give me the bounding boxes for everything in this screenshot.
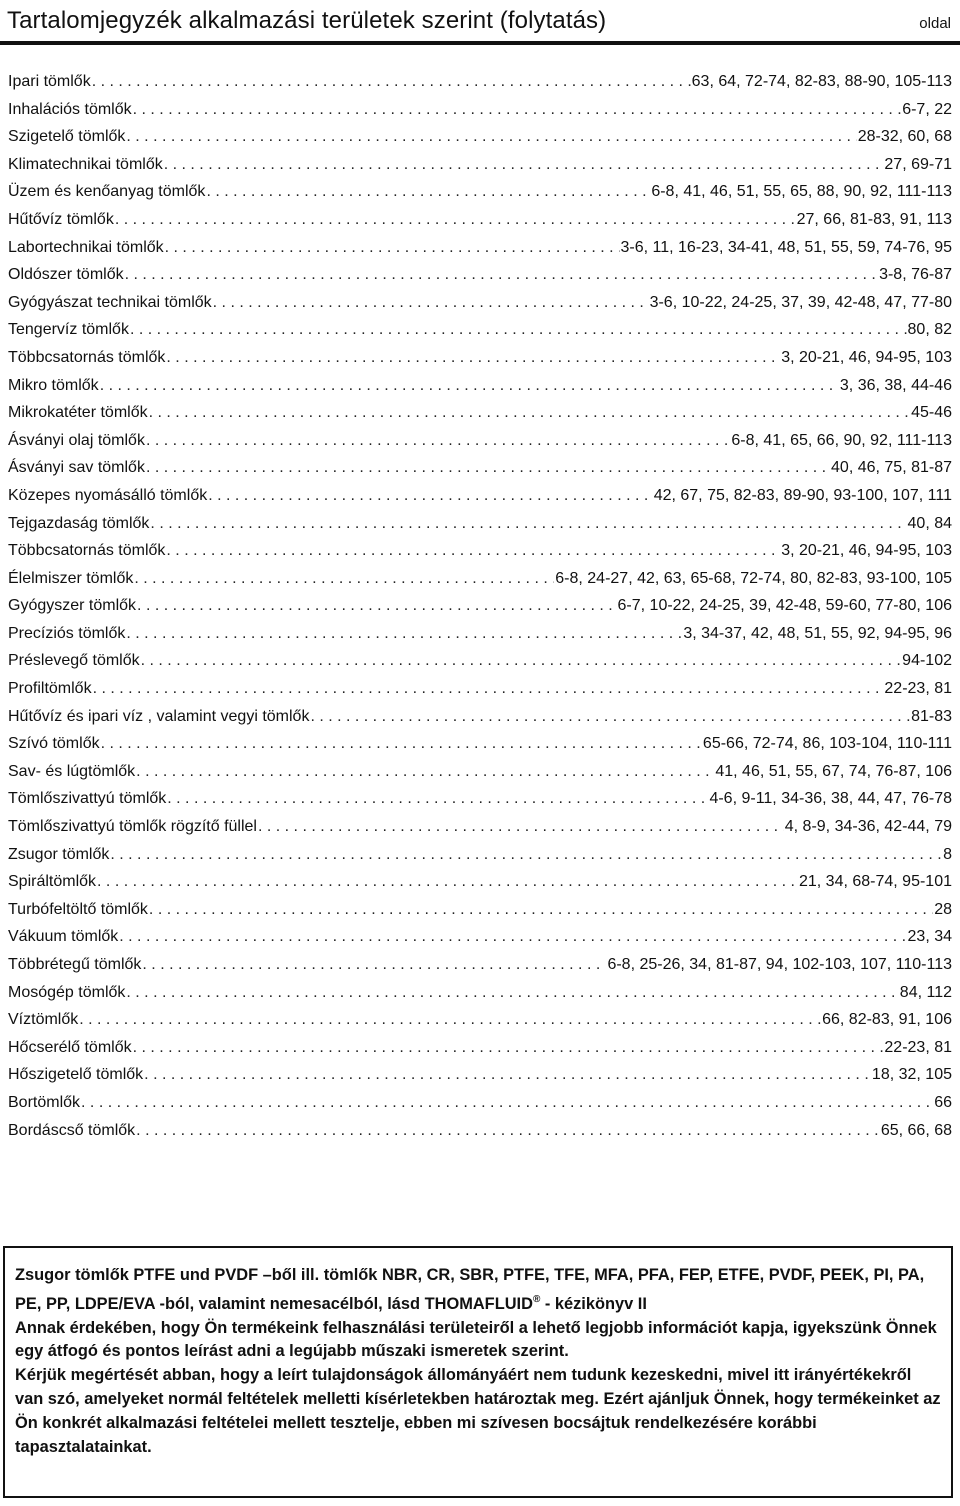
toc-dot-leader xyxy=(110,841,942,869)
toc-entry xyxy=(8,1117,952,1145)
toc-entry-label: Turbófeltöltő tömlők xyxy=(8,900,148,918)
toc-entry xyxy=(8,1034,952,1062)
toc-entry-label: Hűtővíz tömlők xyxy=(8,210,114,228)
toc-entry xyxy=(8,923,952,951)
toc-dot-leader xyxy=(115,206,796,234)
toc-dot-leader xyxy=(126,620,682,648)
toc-dot-leader xyxy=(310,703,910,731)
toc-dot-leader xyxy=(130,316,907,344)
toc-entry-label: Többcsatornás tömlők xyxy=(8,542,166,560)
toc-dot-leader xyxy=(136,758,714,786)
toc-entry-pages: 45-46 xyxy=(911,404,952,422)
toc-entry-label: Szigetelő tömlők xyxy=(8,128,126,146)
toc-entry xyxy=(8,620,952,648)
toc-dot-leader xyxy=(134,565,554,593)
header-divider xyxy=(0,41,960,45)
toc-entry-pages: 22-23, 81 xyxy=(884,1038,952,1056)
toc-dot-leader xyxy=(136,1117,880,1145)
toc-entry-label: Tömlőszivattyú tömlők rögzítő füllel xyxy=(8,818,257,836)
toc-entry-label: Labortechnikai tömlők xyxy=(8,238,164,256)
toc-entry xyxy=(8,841,952,869)
toc-entry-label: Sav- és lúgtömlők xyxy=(8,762,136,780)
toc-entry-pages: 6-7, 22 xyxy=(902,100,952,118)
toc-entry-label: Bortömlők xyxy=(8,1093,81,1111)
toc-entry-label: Víztömlők xyxy=(8,1011,79,1029)
toc-entry-label: Precíziós tömlők xyxy=(8,624,126,642)
toc-entry xyxy=(8,537,952,565)
toc-entry-pages: 3, 20-21, 46, 94-95, 103 xyxy=(781,542,952,560)
toc-entry-pages: 28 xyxy=(934,900,952,918)
toc-dot-leader xyxy=(164,151,884,179)
toc-dot-leader xyxy=(206,178,650,206)
toc-entry-pages: 63, 64, 72-74, 82-83, 88-90, 105-113 xyxy=(691,73,952,90)
toc-entry-pages: 3, 20-21, 46, 94-95, 103 xyxy=(781,348,952,366)
toc-entry-label: Ásványi olaj tömlők xyxy=(8,431,145,449)
toc-entry-pages: 6-8, 41, 65, 66, 90, 92, 111-113 xyxy=(731,431,952,449)
toc-entry-pages: 3-6, 11, 16-23, 34-41, 48, 51, 55, 59, 74-76, 95 xyxy=(620,238,952,256)
toc-dot-leader xyxy=(101,730,702,758)
toc-entry-label: Hőcserélő tömlők xyxy=(8,1038,132,1056)
toc-entry xyxy=(8,951,952,979)
toc-entry-pages: 4-6, 9-11, 34-36, 38, 44, 47, 76-78 xyxy=(709,790,952,808)
toc-entry-label: Szívó tömlők xyxy=(8,735,100,753)
toc-entry xyxy=(8,399,952,427)
toc-entry xyxy=(8,68,952,96)
toc-entry-label: Hűtővíz és ipari víz , valamint vegyi tömlők xyxy=(8,707,310,725)
toc-entry xyxy=(8,758,952,786)
toc-dot-leader xyxy=(149,896,933,924)
toc-entry xyxy=(8,344,952,372)
toc-entry xyxy=(8,316,952,344)
toc-dot-leader xyxy=(258,813,784,841)
toc-entry-pages: 3, 36, 38, 44-46 xyxy=(839,376,952,394)
toc-entry-pages: 4, 8-9, 34-36, 42-44, 79 xyxy=(784,818,952,836)
toc-dot-leader xyxy=(208,482,652,510)
toc-dot-leader xyxy=(126,123,856,151)
toc-entry-pages: 3-8, 76-87 xyxy=(879,266,952,284)
toc-entry xyxy=(8,896,952,924)
toc-entry-pages: 41, 46, 51, 55, 67, 74, 76-87, 106 xyxy=(715,762,952,780)
toc-entry-pages: 42, 67, 75, 82-83, 89-90, 93-100, 107, 111 xyxy=(653,486,952,504)
toc-dot-leader xyxy=(93,675,884,703)
toc-entry-pages: 23, 34 xyxy=(907,928,952,946)
toc-dot-leader xyxy=(133,96,902,124)
toc-dot-leader xyxy=(137,592,616,620)
toc-entry-pages: 66, 82-83, 91, 106 xyxy=(822,1011,952,1029)
toc-entry-label: Tejgazdaság tömlők xyxy=(8,514,150,532)
toc-dot-leader xyxy=(166,537,780,565)
notice-text: Zsugor tömlők PTFE und PVDF –ből ill. tömlők NBR, CR, SBR, PTFE, TFE, MFA, PFA, FEP, ETFE, PVDF, PEEK, PI, PA, PE, PP, LDPE/EVA -ból, valamint nemesacélból, lásd THOMAFLUID xyxy=(15,1266,925,1313)
toc-dot-leader xyxy=(144,1061,871,1089)
toc-entry-label: Gyógyszer tömlők xyxy=(8,597,137,615)
toc-entry-label: Vákuum tömlők xyxy=(8,928,119,946)
toc-entry xyxy=(8,178,952,206)
toc-entry-pages: 27, 66, 81-83, 91, 113 xyxy=(796,210,952,228)
toc-entry-label: Klimatechnikai tömlők xyxy=(8,155,163,173)
toc-dot-leader xyxy=(119,923,906,951)
notice-paragraph-disclaimer: Kérjük megértését abban, hogy a leírt tulajdonságok állományáért nem tudunk kezeskedni, mivel itt irányértékekről van szó, amelyeket normál feltételek melletti kísérletekben határoztak meg. Ezért ajánljuk Önnek, hogy termékeinket az Ön konkrét alkalmazási feltételei mellett tesztelje, ebben mi szívesen bocsájtuk rendelkezésére korábbi tapasztalatainkat. xyxy=(15,1366,941,1456)
toc-entry-label: Hőszigetelő tömlők xyxy=(8,1066,144,1084)
toc-entry-label: Gyógyászat technikai tömlők xyxy=(8,293,212,311)
toc-entry xyxy=(8,647,952,675)
toc-entry xyxy=(8,979,952,1007)
toc-dot-leader xyxy=(141,647,902,675)
toc-entry xyxy=(8,510,952,538)
toc-entry-pages: 3-6, 10-22, 24-25, 37, 39, 42-48, 47, 77-80 xyxy=(649,293,952,311)
toc-dot-leader xyxy=(133,1034,884,1062)
toc-dot-leader xyxy=(142,951,606,979)
toc-entry-label: Profiltömlők xyxy=(8,680,92,698)
toc-entry xyxy=(8,813,952,841)
notice-paragraph-products xyxy=(15,1264,941,1317)
toc-entry-pages: 28-32, 60, 68 xyxy=(857,128,952,146)
toc-entry xyxy=(8,675,952,703)
toc-dot-leader xyxy=(213,289,649,317)
notice-text: - kézikönyv II xyxy=(540,1294,647,1313)
toc-entry xyxy=(8,123,952,151)
toc-entry-pages: 40, 46, 75, 81-87 xyxy=(831,459,952,477)
toc-entry-pages: 6-8, 24-27, 42, 63, 65-68, 72-74, 80, 82-83, 93-100, 105 xyxy=(555,569,952,587)
toc-entry xyxy=(8,1089,952,1117)
toc-entry-label: Mikrokatéter tömlők xyxy=(8,404,148,422)
toc-entry-label: Mosógép tömlők xyxy=(8,983,126,1001)
toc-entry-pages: 66 xyxy=(934,1093,952,1111)
toc-entry-label: Spiráltömlők xyxy=(8,873,97,891)
toc-dot-leader xyxy=(126,979,898,1007)
toc-entry xyxy=(8,482,952,510)
toc-entry xyxy=(8,592,952,620)
toc-dot-leader xyxy=(165,234,620,262)
toc-entry xyxy=(8,730,952,758)
toc-entry-label: Bordáscső tömlők xyxy=(8,1121,136,1139)
notice-paragraph-information: Annak érdekében, hogy Ön termékeink felhasználási területeiről a lehető legjobb információt kapja, igyekszünk Önnek egy átfogó és pontos leírást adni a legújabb műszaki ismeretek szerint. xyxy=(15,1318,937,1361)
notice-box xyxy=(3,1246,953,1498)
page-header xyxy=(7,0,953,40)
toc-entry-label: Ipari tömlők xyxy=(8,73,91,90)
toc-entry-label: Közepes nyomásálló tömlők xyxy=(8,486,208,504)
toc-entry-label: Mikro tömlők xyxy=(8,376,99,394)
toc-dot-leader xyxy=(166,344,780,372)
toc-entry-pages: 65-66, 72-74, 86, 103-104, 110-111 xyxy=(702,735,952,753)
toc-entry-label: Tengervíz tömlők xyxy=(8,321,129,339)
toc-entry-label: Többrétegű tömlők xyxy=(8,956,142,973)
page-column-label: oldal xyxy=(919,14,951,32)
toc-dot-leader xyxy=(92,68,691,96)
toc-entry-pages: 84, 112 xyxy=(899,983,952,1001)
toc-entry xyxy=(8,565,952,593)
toc-entry-pages: 81-83 xyxy=(911,707,952,725)
toc-entry-label: Inhalációs tömlők xyxy=(8,100,132,118)
toc-entry-pages: 21, 34, 68-74, 95-101 xyxy=(798,873,952,891)
toc-entry-pages: 6-8, 41, 46, 51, 55, 65, 88, 90, 92, 111-113 xyxy=(651,183,952,201)
toc-entry xyxy=(8,427,952,455)
toc-entry xyxy=(8,1061,952,1089)
toc-dot-leader xyxy=(146,427,730,455)
toc-entry-pages: 94-102 xyxy=(902,652,952,670)
toc-entry-label: Élelmiszer tömlők xyxy=(8,569,134,587)
toc-entry-pages: 40, 84 xyxy=(907,514,952,532)
toc-entry-pages: 22-23, 81 xyxy=(884,680,952,698)
toc-entry xyxy=(8,1006,952,1034)
toc-entry-pages: 27, 69-71 xyxy=(884,155,952,173)
page-title: Tartalomjegyzék alkalmazási területek szerint (folytatás) xyxy=(7,7,607,34)
toc-entry-label: Üzem és kenőanyag tömlők xyxy=(8,183,206,201)
toc-entry xyxy=(8,868,952,896)
toc-entry xyxy=(8,703,952,731)
toc-dot-leader xyxy=(79,1006,821,1034)
toc-dot-leader xyxy=(146,454,830,482)
toc-entry-pages: 8 xyxy=(943,845,952,863)
toc-entry xyxy=(8,289,952,317)
toc-entry-label: Többcsatornás tömlők xyxy=(8,348,166,366)
toc-entry-label: Zsugor tömlők xyxy=(8,845,110,863)
toc-entry-pages: 18, 32, 105 xyxy=(871,1066,952,1084)
toc-entry-label: Tömlőszivattyú tömlők xyxy=(8,790,167,808)
table-of-contents xyxy=(8,68,952,1144)
toc-entry-label: Préslevegő tömlők xyxy=(8,652,140,670)
toc-entry-pages: 65, 66, 68 xyxy=(880,1121,952,1139)
toc-dot-leader xyxy=(125,261,878,289)
toc-entry-pages: 80, 82 xyxy=(907,321,952,339)
toc-dot-leader xyxy=(150,510,906,538)
toc-entry-pages: 3, 34-37, 42, 48, 51, 55, 92, 94-95, 96 xyxy=(683,624,952,642)
toc-dot-leader xyxy=(97,868,798,896)
toc-entry xyxy=(8,96,952,124)
registered-mark: ® xyxy=(532,1293,541,1305)
toc-dot-leader xyxy=(81,1089,933,1117)
toc-entry xyxy=(8,785,952,813)
toc-dot-leader xyxy=(100,372,839,400)
toc-entry xyxy=(8,206,952,234)
toc-entry xyxy=(8,234,952,262)
toc-entry-label: Ásványi sav tömlők xyxy=(8,459,145,477)
toc-entry-pages: 6-8, 25-26, 34, 81-87, 94, 102-103, 107, 110-113 xyxy=(607,956,952,973)
toc-dot-leader xyxy=(167,785,708,813)
toc-entry xyxy=(8,151,952,179)
toc-entry xyxy=(8,372,952,400)
toc-entry xyxy=(8,454,952,482)
toc-entry xyxy=(8,261,952,289)
toc-entry-pages: 6-7, 10-22, 24-25, 39, 42-48, 59-60, 77-80, 106 xyxy=(617,597,952,615)
toc-dot-leader xyxy=(149,399,910,427)
toc-entry-label: Oldószer tömlők xyxy=(8,266,124,284)
